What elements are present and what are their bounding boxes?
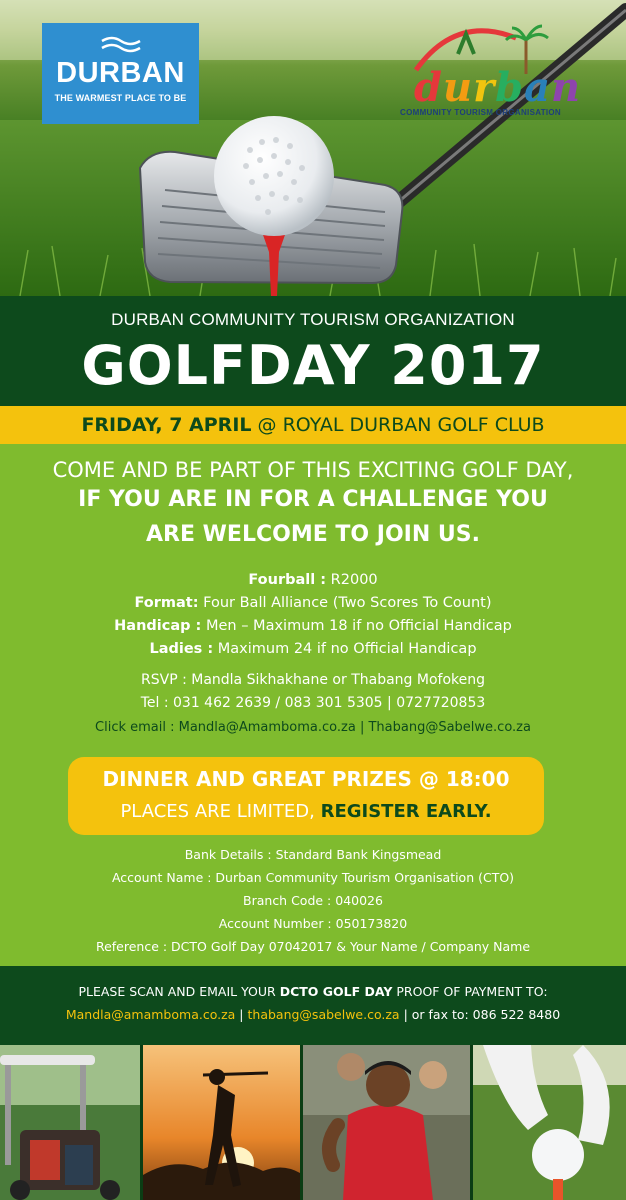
bank-name: Bank Details : Standard Bank Kingsmead (184, 847, 442, 862)
dcto-logo (396, 20, 592, 130)
event-venue: @ ROYAL DURBAN GOLF CLUB (257, 414, 545, 436)
dinner-prizes-callout (68, 757, 544, 835)
fourball-value: R2000 (326, 572, 378, 588)
email-link-mandla[interactable]: Mandla@amamboma.co.za (65, 1007, 236, 1022)
rsvp-email-link[interactable]: Click email : Mandla@Amamboma.co.za | Thabang@Sabelwe.co.za (95, 720, 531, 735)
fax-number: | or fax to: 086 522 8480 (399, 1007, 561, 1022)
rsvp-names: RSVP : Mandla Sikhakhane or Thabang Mofokeng (141, 672, 485, 688)
register-early-text: REGISTER EARLY. (320, 801, 492, 822)
separator: | (235, 1007, 248, 1022)
rsvp-telephone: Tel : 031 462 2639 / 083 301 5305 | 0727720853 (140, 695, 486, 711)
instruction-tail: PROOF OF PAYMENT TO: (392, 984, 548, 999)
wave-icon (100, 35, 142, 53)
intro-line-2: IF YOU ARE IN FOR A CHALLENGE YOU (78, 487, 548, 512)
dcto-subtitle: COMMUNITY TOURISM ORGANISATION (400, 108, 561, 117)
instruction-text: PLEASE SCAN AND EMAIL YOUR (78, 984, 280, 999)
intro-line-1: COME AND BE PART OF THIS EXCITING GOLF DAY, (52, 458, 574, 482)
date-venue-band (0, 406, 626, 444)
event-date: FRIDAY, 7 APRIL (81, 414, 252, 436)
intro-line-3: ARE WELCOME TO JOIN US. (146, 522, 480, 547)
photo-golf-cart (0, 1045, 140, 1200)
hero-golf-image (0, 0, 626, 296)
fourball-label: Fourball : (248, 572, 327, 588)
photo-golfer-sunset (143, 1045, 300, 1200)
logo-word: DURBAN (56, 57, 185, 89)
fourball-line (0, 572, 626, 588)
durban-tourism-logo (42, 23, 199, 124)
email-link-thabang[interactable]: thabang@sabelwe.co.za (247, 1007, 400, 1022)
photo-strip (0, 1045, 626, 1200)
handicap-line (0, 618, 626, 634)
limited-text: PLACES ARE LIMITED, (120, 801, 321, 822)
details-panel (0, 444, 626, 966)
payment-footer (0, 966, 626, 1045)
account-name: Account Name : Durban Community Tourism Organisation (CTO) (111, 870, 515, 885)
contact-line (0, 1007, 626, 1022)
page-title: GOLFDAY 2017 (81, 334, 545, 397)
account-number: Account Number : 050173820 (218, 916, 408, 931)
dcto-golf-day-text: DCTO GOLF DAY (279, 984, 393, 999)
branch-code: Branch Code : 040026 (243, 893, 383, 908)
title-band (0, 296, 626, 406)
ladies-line (0, 641, 626, 657)
handicap-value: Men – Maximum 18 if no Official Handicap (201, 618, 512, 634)
format-label: Format: (134, 595, 199, 611)
handicap-label: Handicap : (114, 618, 202, 634)
organization-name: DURBAN COMMUNITY TOURISM ORGANIZATION (111, 310, 515, 329)
payment-reference: Reference : DCTO Golf Day 07042017 & Your Name / Company Name (95, 939, 531, 954)
dinner-line: DINNER AND GREAT PRIZES @ 18:00 (102, 767, 510, 791)
photo-golfer-red-shirt (303, 1045, 470, 1200)
photo-ball-on-tee (473, 1045, 626, 1200)
proof-of-payment-instruction (0, 984, 626, 999)
ladies-label: Ladies : (149, 641, 214, 657)
register-line (68, 801, 544, 822)
format-value: Four Ball Alliance (Two Scores To Count) (198, 595, 492, 611)
format-line (0, 595, 626, 611)
logo-tagline: THE WARMEST PLACE TO BE (54, 93, 187, 103)
ladies-value: Maximum 24 if no Official Handicap (213, 641, 477, 657)
dcto-script-word: durban (414, 64, 582, 111)
